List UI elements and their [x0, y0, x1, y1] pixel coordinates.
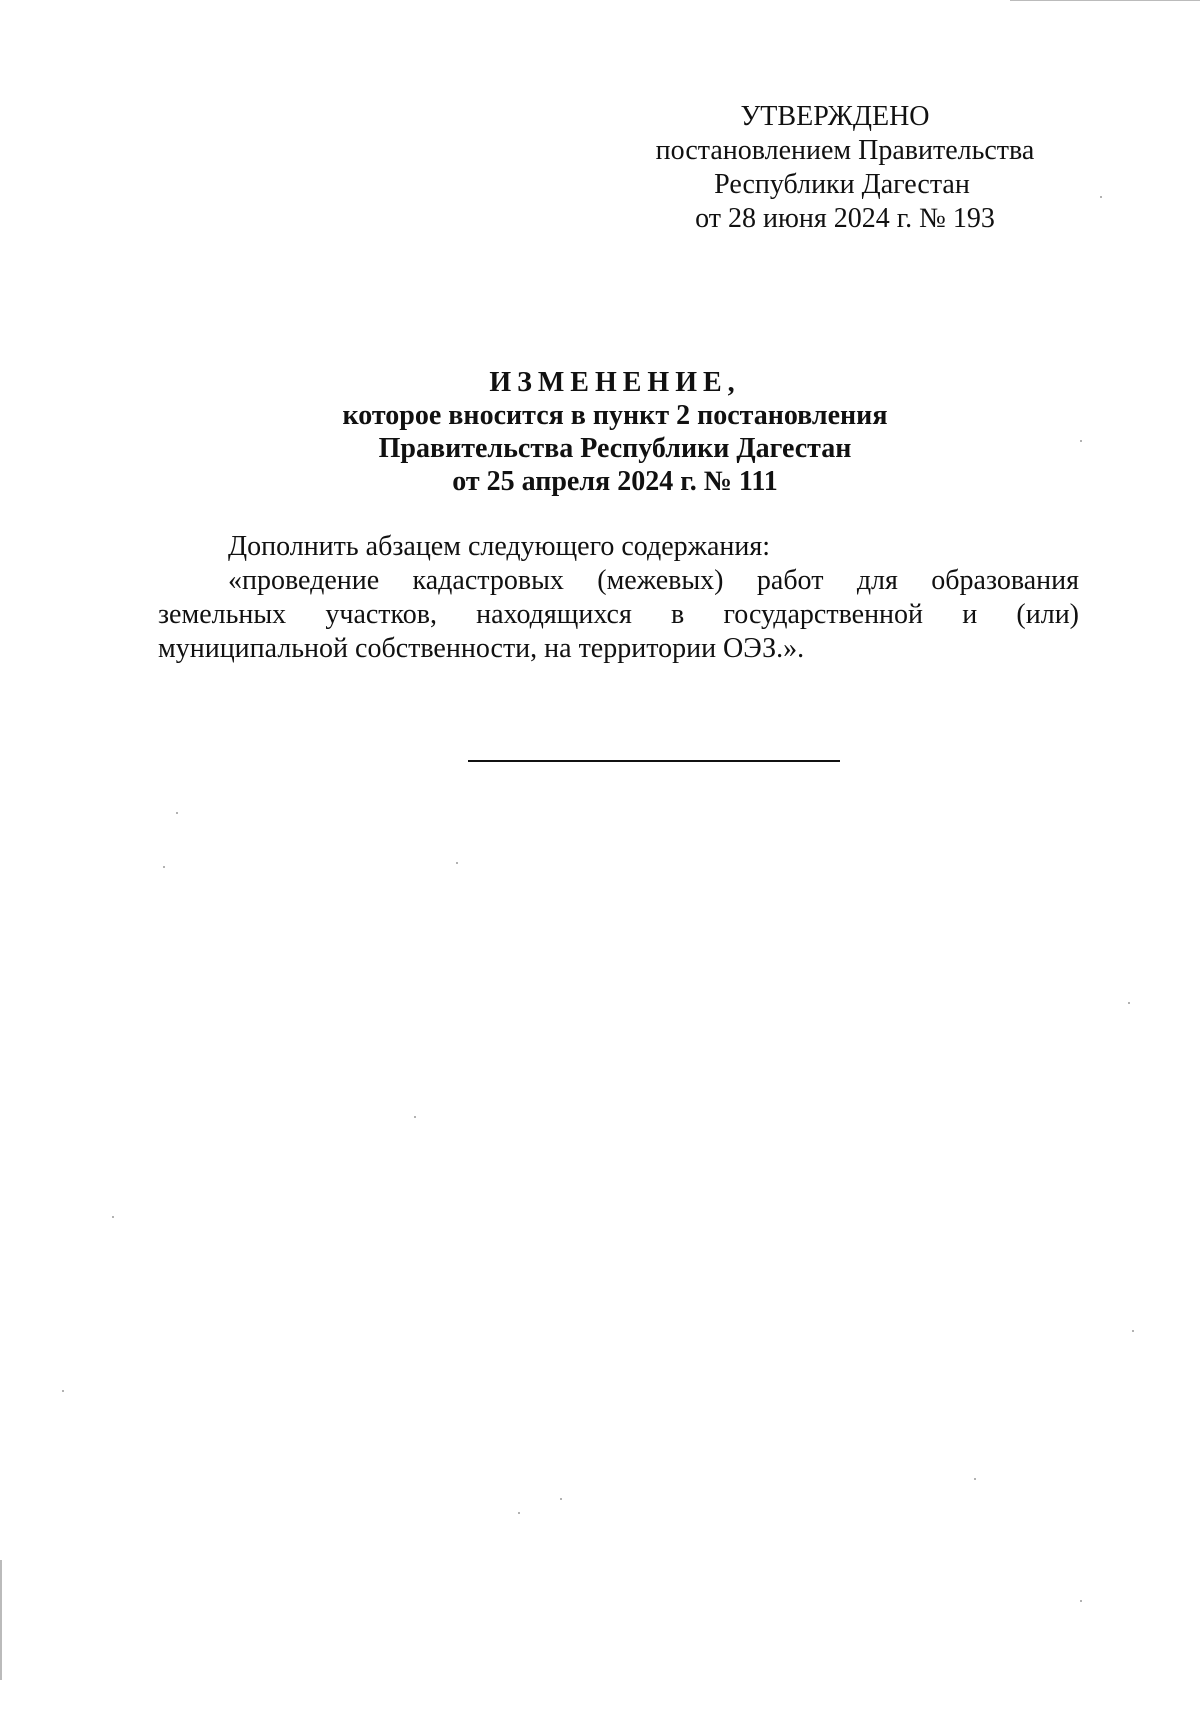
scan-speck	[112, 1216, 114, 1218]
scan-edge-mark	[0, 1560, 2, 1680]
approval-title: УТВЕРЖДЕНО	[740, 101, 930, 132]
approval-decree-line: постановлением Правительства	[655, 135, 1035, 166]
title-date-line: от 25 апреля 2024 г. № 111	[452, 466, 778, 497]
approval-date-line: от 28 июня 2024 г. № 193	[695, 203, 995, 234]
scan-speck	[974, 1478, 976, 1480]
scan-speck	[518, 1512, 520, 1514]
scan-speck	[1132, 1330, 1134, 1332]
closing-divider	[468, 760, 840, 762]
scan-speck	[176, 812, 178, 814]
document-body	[158, 530, 1079, 666]
scan-speck	[560, 1498, 562, 1500]
scan-speck	[62, 1390, 64, 1392]
body-quote-line: муниципальной собственности, на территории ОЭЗ.».	[158, 633, 805, 664]
body-intro: Дополнить абзацем следующего содержания:	[228, 531, 771, 562]
scan-speck	[1128, 1002, 1130, 1004]
body-quote-line: «проведение кадастровых (межевых) работ для образования	[228, 565, 1079, 596]
title-government-line: Правительства Республики Дагестан	[378, 433, 852, 464]
body-quote-line: земельных участков, находящихся в государственной и (или)	[158, 599, 1079, 630]
scan-speck	[1080, 1600, 1082, 1602]
scan-edge-mark	[1010, 0, 1200, 1]
document-title	[150, 366, 1080, 498]
scan-speck	[1100, 196, 1102, 198]
approval-block	[600, 100, 1070, 236]
scan-speck	[414, 1116, 416, 1118]
scan-speck	[1080, 440, 1082, 442]
title-heading: ИЗМЕНЕНИЕ,	[489, 367, 741, 398]
body-quote	[158, 564, 1079, 666]
approval-republic-line: Республики Дагестан	[714, 169, 970, 200]
scan-speck	[456, 862, 458, 864]
scan-speck	[163, 866, 165, 868]
title-subtitle-line: которое вносится в пункт 2 постановления	[342, 400, 888, 431]
